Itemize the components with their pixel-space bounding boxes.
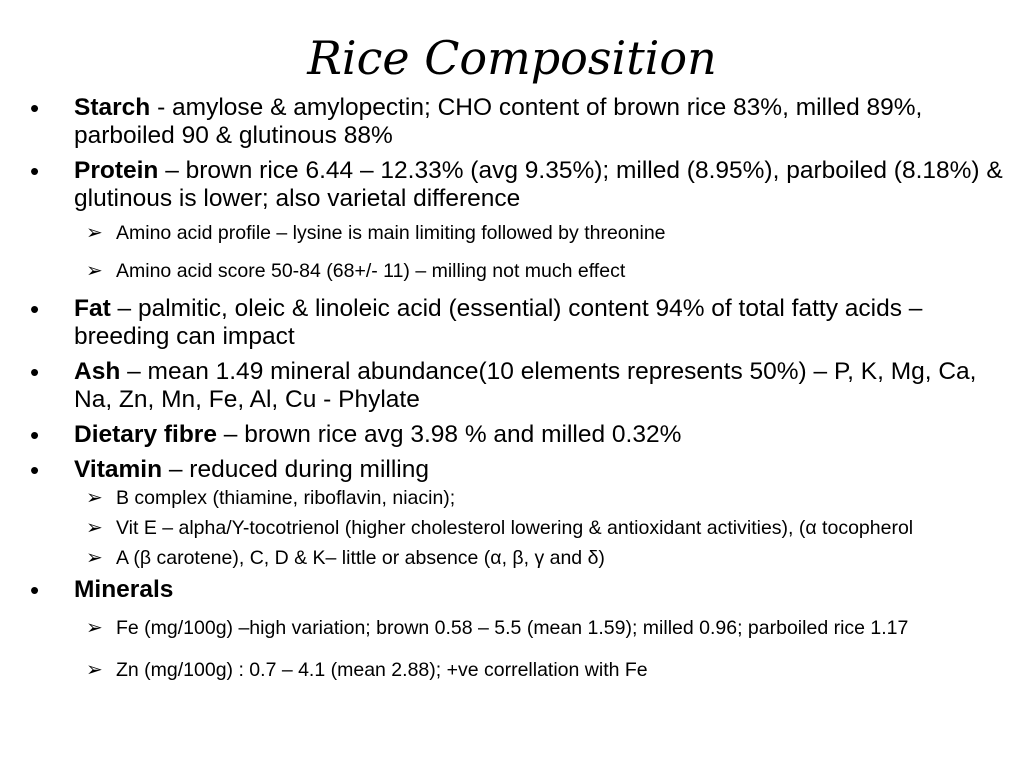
bullet-dot-icon: • [30, 455, 40, 485]
slide-body [30, 94, 1005, 684]
bullet-dietary-fibre [30, 421, 1005, 449]
bullet-term: Ash [74, 358, 121, 385]
sub-bullet-text: Amino acid score 50-84 (68+/- 11) – milling not much effect [116, 260, 626, 282]
bullet-vitamin [30, 456, 1005, 484]
sub-bullet [86, 484, 1005, 512]
sub-bullet [86, 514, 1005, 542]
arrow-head-icon: ➢ [86, 487, 103, 509]
sub-bullet-text: Zn (mg/100g) : 0.7 – 4.1 (mean 2.88); +ve correllation with Fe [116, 659, 648, 681]
arrow-head-icon: ➢ [86, 222, 103, 244]
bullet-minerals [30, 576, 1005, 604]
bullet-term: Protein [74, 157, 159, 184]
sub-bullet [86, 614, 1005, 642]
sub-bullet-text: Fe (mg/100g) –high variation; brown 0.58 – 5.5 (mean 1.59); milled 0.96; parboiled rice 1.17 [116, 617, 909, 639]
slide-title: Rice Composition [307, 31, 717, 85]
sub-bullet-text: A (β carotene), C, D & K– little or absence (α, β, γ and δ) [116, 547, 605, 569]
bullet-term: Vitamin [74, 456, 163, 483]
bullet-text: – brown rice avg 3.98 % and milled 0.32% [216, 421, 682, 448]
arrow-head-icon: ➢ [86, 617, 103, 639]
sub-bullet-text: Amino acid profile – lysine is main limiting followed by threonine [116, 222, 666, 244]
bullet-text: – mean 1.49 mineral abundance(10 elements represents 50%) – P, K, Mg, Ca, Na, Zn, Mn, Fe, Al, Cu - Phylate [74, 358, 977, 413]
sub-bullet-text: Vit E – alpha/Y-tocotrienol (higher cholesterol lowering & antioxidant activities), (α tocopherol [116, 517, 914, 539]
sub-bullet [86, 544, 1005, 572]
bullet-dot-icon: • [30, 294, 40, 324]
arrow-head-icon: ➢ [86, 517, 103, 539]
bullet-dot-icon: • [30, 93, 40, 123]
bullet-dot-icon: • [30, 575, 40, 605]
bullet-dot-icon: • [30, 420, 40, 450]
arrow-head-icon: ➢ [86, 659, 103, 681]
bullet-dot-icon: • [30, 357, 40, 387]
arrow-head-icon: ➢ [86, 260, 103, 282]
arrow-head-icon: ➢ [86, 547, 103, 569]
bullet-text: - amylose & amylopectin; CHO content of brown rice 83%, milled 89%, parboiled 90 & glutinous 88% [74, 94, 923, 149]
bullet-ash [30, 358, 1005, 414]
sub-bullet [86, 219, 1005, 247]
bullet-protein [30, 157, 1005, 213]
bullet-starch [30, 94, 1005, 150]
bullet-text: – brown rice 6.44 – 12.33% (avg 9.35%); milled (8.95%), parboiled (8.18%) & glutinous is lower; also varietal difference [74, 157, 1003, 212]
bullet-term: Minerals [74, 576, 174, 603]
bullet-fat [30, 295, 1005, 351]
bullet-term: Fat [74, 295, 111, 322]
sub-bullet [86, 257, 1005, 285]
bullet-term: Dietary fibre [74, 421, 217, 448]
bullet-dot-icon: • [30, 156, 40, 186]
bullet-term: Starch [74, 94, 151, 121]
bullet-text: – reduced during milling [162, 456, 429, 483]
sub-bullet-text: B complex (thiamine, riboflavin, niacin); [116, 487, 456, 509]
bullet-text: – palmitic, oleic & linoleic acid (essential) content 94% of total fatty acids – breeding can impact [74, 295, 923, 350]
sub-bullet [86, 656, 1005, 684]
